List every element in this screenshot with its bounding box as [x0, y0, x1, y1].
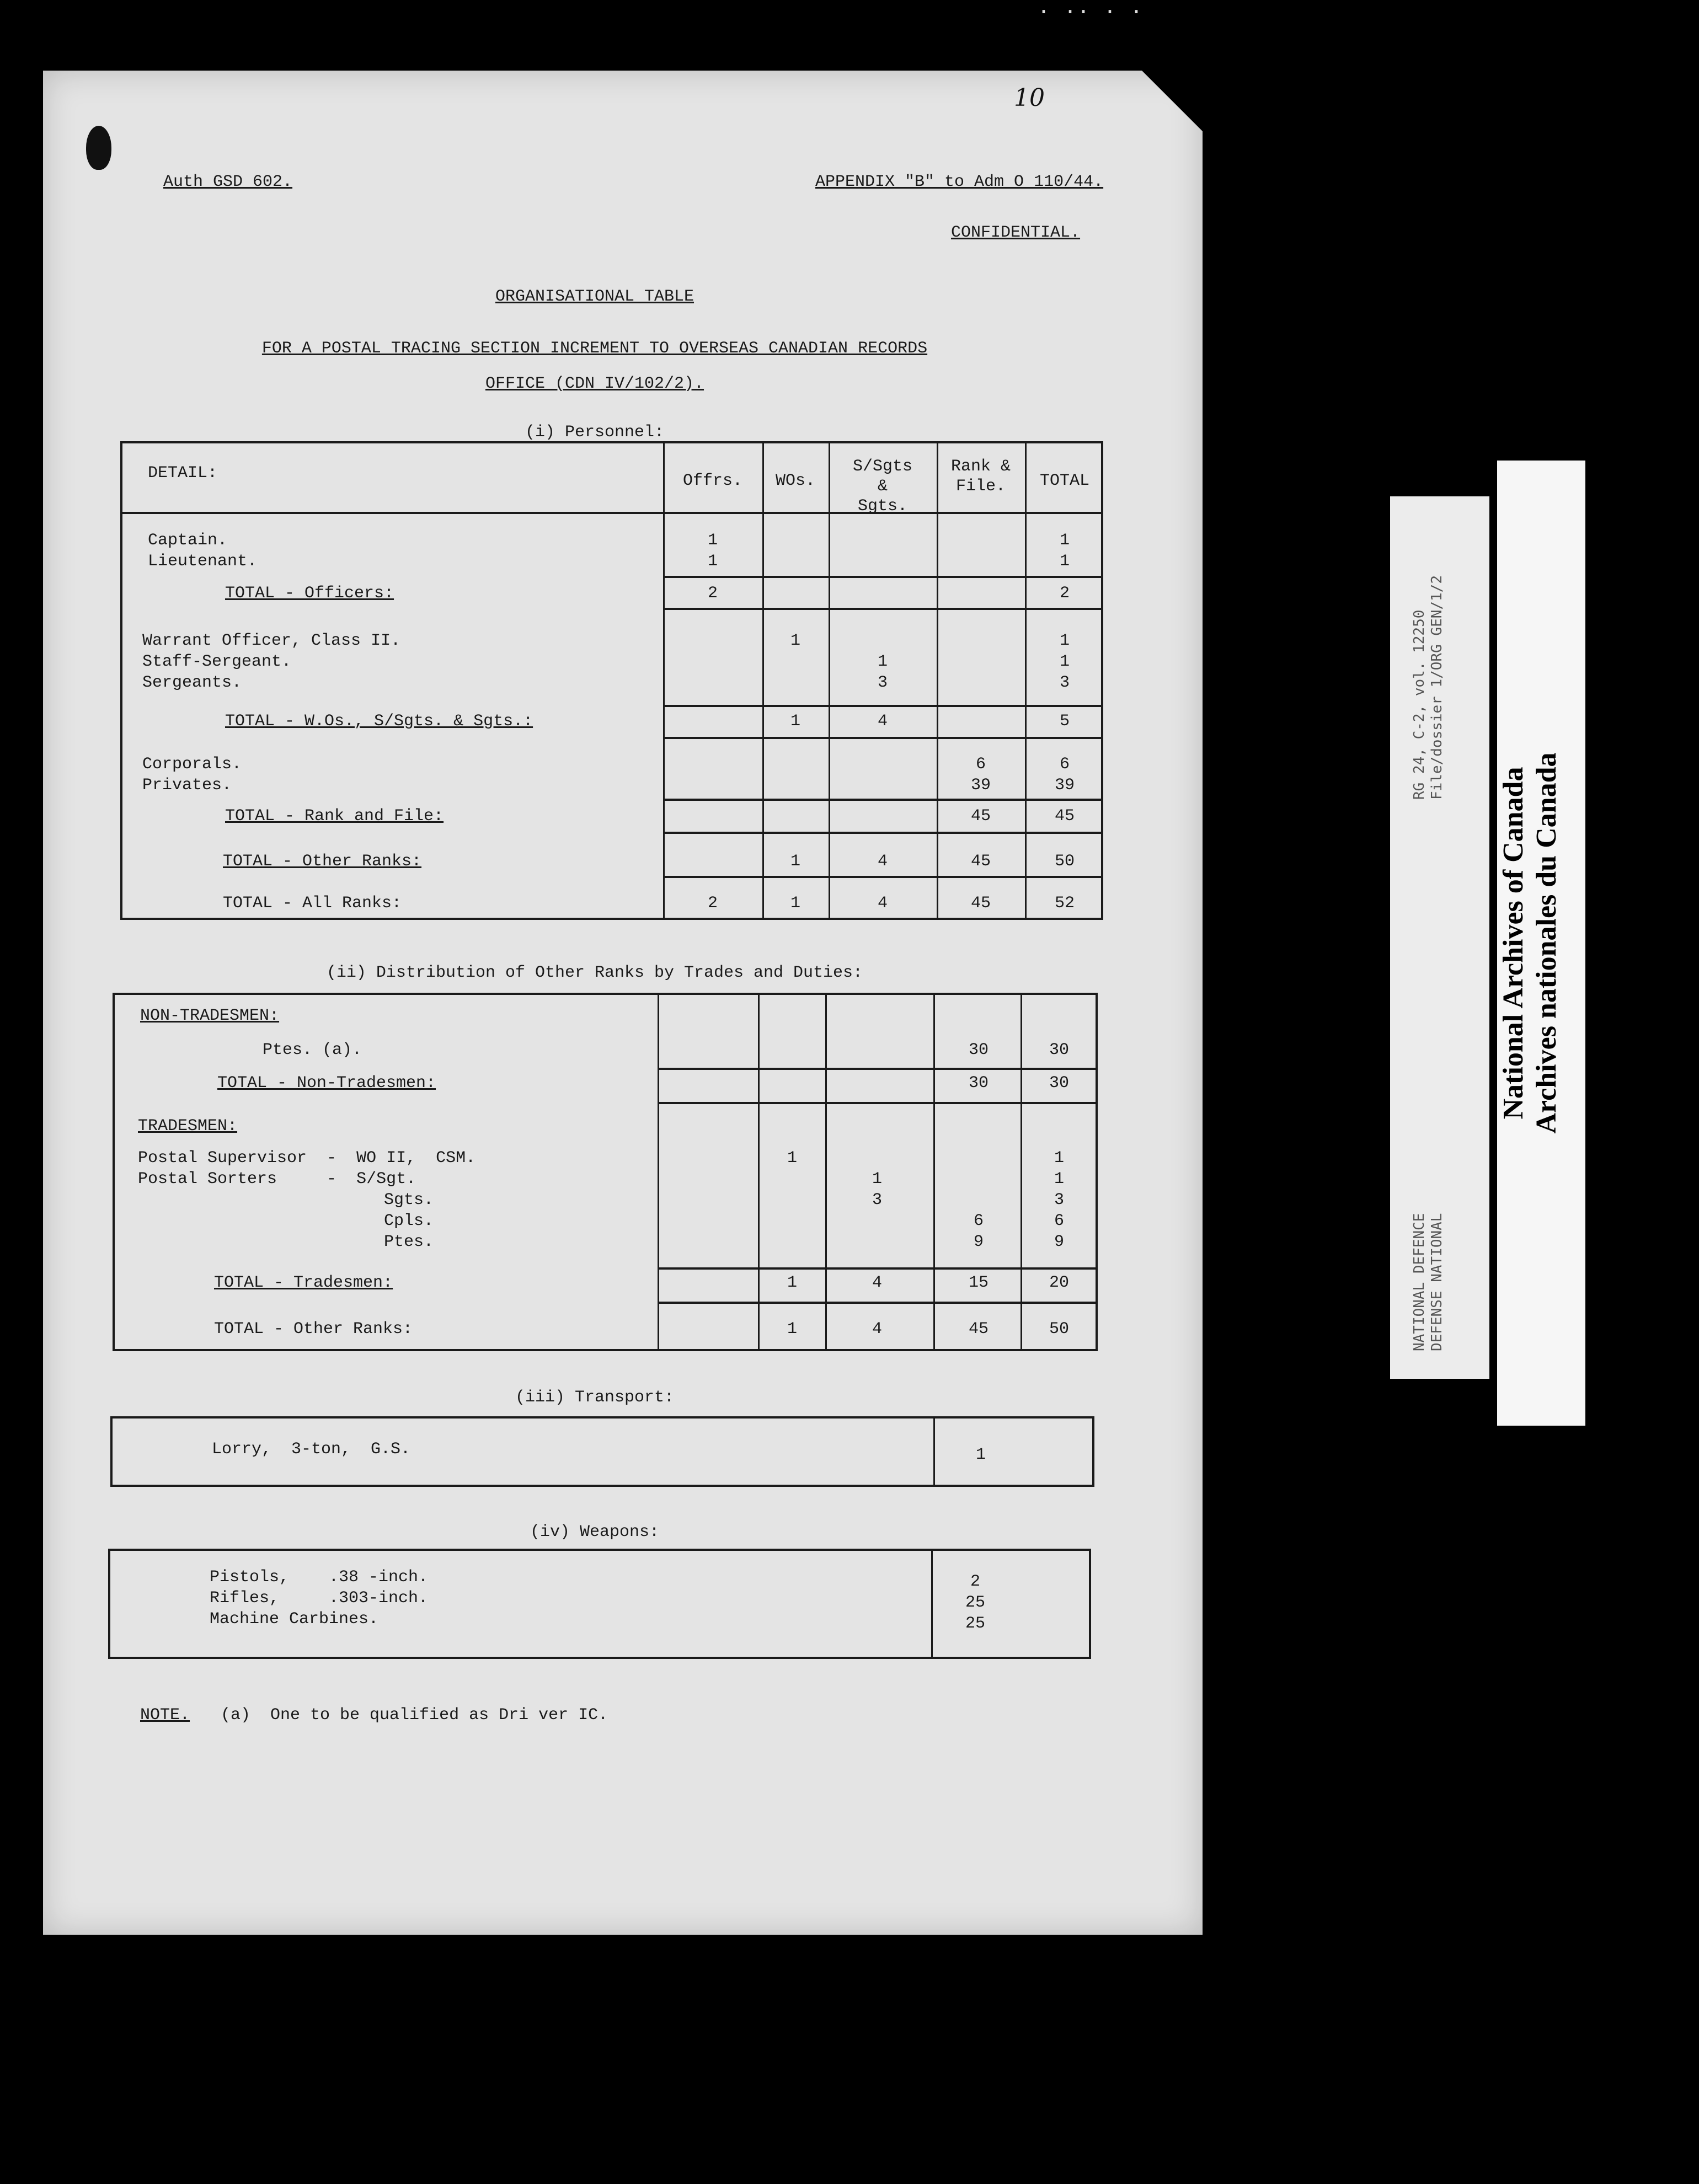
cell-total: 50: [1049, 1320, 1069, 1339]
cell-sgts: 4: [872, 1273, 882, 1292]
cell-wos: 1: [787, 1320, 797, 1339]
personnel-header-rule: [120, 512, 1103, 514]
cell-rank-file: 6: [973, 1212, 984, 1230]
row-label: TOTAL - W.Os., S/Sgts. & Sgts.:: [225, 712, 533, 731]
transport-item: Lorry, 3-ton, G.S.: [212, 1440, 411, 1459]
row-label: Corporals.: [142, 755, 242, 774]
note-label: NOTE.: [140, 1706, 190, 1725]
hole-punch: [86, 126, 111, 170]
cell-total: 3: [1054, 1191, 1064, 1209]
row-label: Captain.: [148, 531, 228, 550]
subtotal-rule: [663, 832, 1103, 834]
row-label: Sgts.: [384, 1191, 434, 1209]
cell-total: 2: [1059, 584, 1070, 603]
subtotal-rule: [658, 1267, 1098, 1270]
weapon-label: Machine Carbines.: [210, 1610, 379, 1629]
row-label: Cpls.: [384, 1212, 434, 1230]
cell-rank-file: 9: [973, 1233, 984, 1251]
cell-wos: 1: [790, 712, 800, 731]
cell-sgts: 1: [877, 652, 888, 671]
col-rule: [1025, 441, 1027, 920]
archive-label-text: [1497, 461, 1585, 1426]
document-page: [43, 71, 1203, 1935]
row-label: TOTAL - All Ranks:: [223, 894, 402, 913]
cell-total: 3: [1059, 673, 1070, 692]
cell-sgts: 3: [872, 1191, 882, 1209]
scan-specks: · ·· · ·: [1037, 0, 1144, 25]
col-rule: [933, 1416, 935, 1487]
cell-sgts: 4: [877, 852, 888, 871]
note-text: (a) One to be qualified as Dri ver IC.: [221, 1706, 608, 1725]
row-label: Warrant Officer, Class II.: [142, 631, 401, 650]
row-label: Ptes.: [384, 1233, 434, 1251]
stamp-ref: RG 24, C-2, vol. 12250: [1411, 609, 1428, 800]
row-label: TOTAL - Non-Tradesmen:: [217, 1074, 436, 1093]
col-rule: [825, 993, 827, 1351]
row-label: Postal Supervisor - WO II, CSM.: [138, 1149, 476, 1168]
cell-total: 1: [1059, 552, 1070, 571]
row-label: TOTAL - Other Ranks:: [223, 852, 422, 871]
subtotal-rule: [663, 576, 1103, 578]
subtotal-rule: [663, 876, 1103, 878]
cell-offrs: 1: [707, 531, 718, 550]
cell-rank-file: 45: [970, 807, 991, 826]
column-header-wos: WOs.: [775, 472, 815, 490]
row-label: Sergeants.: [142, 673, 242, 692]
cell-sgts: 3: [877, 673, 888, 692]
weapon-label: Rifles, .303-inch.: [210, 1589, 429, 1608]
column-header-sgts-1: S/Sgts: [852, 457, 913, 476]
cell-total: 1: [1059, 652, 1070, 671]
cell-total: 9: [1054, 1233, 1064, 1251]
stamp-dept-fr: DEFENSE NATIONAL: [1429, 1213, 1445, 1351]
subtotal-rule: [658, 1068, 1098, 1070]
cell-total: 30: [1049, 1041, 1069, 1059]
archive-name-en: National Archives of Canada: [1498, 767, 1529, 1120]
appendix-reference: APPENDIX "B" to Adm O 110/44.: [815, 173, 1104, 191]
archive-name-fr: Archives nationales du Canada: [1531, 752, 1562, 1134]
cell-wos: 1: [790, 631, 800, 650]
stamp-dept-en: NATIONAL DEFENCE: [1411, 1213, 1428, 1351]
weapon-label: Pistols, .38 -inch.: [210, 1568, 429, 1587]
cell-total: 39: [1054, 776, 1075, 795]
col-rule: [758, 993, 760, 1351]
weapon-qty: 25: [965, 1593, 985, 1612]
cell-rank-file: 15: [968, 1273, 989, 1292]
weapons-heading: (iv) Weapons:: [530, 1523, 660, 1541]
cell-rank-file: 45: [970, 852, 991, 871]
subtotal-rule: [663, 737, 1103, 739]
col-rule: [933, 993, 935, 1351]
row-label: Lieutenant.: [148, 552, 258, 571]
cell-wos: 1: [790, 894, 800, 913]
page-number: 10: [1014, 84, 1045, 112]
cell-total: 1: [1059, 531, 1070, 550]
col-rule: [1021, 993, 1022, 1351]
subtotal-rule: [658, 1302, 1098, 1304]
cell-sgts: 4: [872, 1320, 882, 1339]
cell-rank-file: 6: [975, 755, 986, 774]
cell-wos: 1: [790, 852, 800, 871]
cell-total: 50: [1054, 852, 1075, 871]
transport-qty: 1: [975, 1446, 986, 1464]
col-rule: [663, 441, 665, 920]
document-title: ORGANISATIONAL TABLE: [495, 287, 694, 306]
transport-heading: (iii) Transport:: [515, 1388, 675, 1407]
cell-offrs: 2: [707, 584, 718, 603]
row-label: TOTAL - Officers:: [225, 584, 394, 603]
tradesmen-heading: TRADESMEN:: [138, 1117, 238, 1136]
document-subtitle: FOR A POSTAL TRACING SECTION INCREMENT TO OVERSEAS CANADIAN RECORDS: [261, 339, 928, 358]
column-header-sgts-2: & Sgts.: [857, 477, 907, 516]
cell-rank-file: 39: [970, 776, 991, 795]
col-rule: [658, 993, 659, 1351]
cell-total: 52: [1054, 894, 1075, 913]
col-rule: [829, 441, 830, 920]
cell-wos: 1: [787, 1273, 797, 1292]
row-label: TOTAL - Rank and File:: [225, 807, 444, 826]
subtotal-rule: [663, 799, 1103, 801]
cell-sgts: 1: [872, 1170, 882, 1189]
col-rule: [762, 441, 764, 920]
cell-rank-file: 30: [968, 1041, 989, 1059]
row-label: Ptes. (a).: [263, 1041, 362, 1059]
weapon-qty: 25: [965, 1614, 985, 1633]
row-label: Staff-Sergeant.: [142, 652, 292, 671]
column-header-detail: DETAIL:: [148, 464, 218, 483]
row-label: TOTAL - Other Ranks:: [214, 1320, 413, 1339]
folded-corner: [1142, 71, 1203, 131]
cell-total: 45: [1054, 807, 1075, 826]
cell-sgts: 4: [877, 712, 888, 731]
subtotal-rule: [663, 608, 1103, 610]
non-tradesmen-heading: NON-TRADESMEN:: [140, 1007, 280, 1025]
column-header-rank-1: Rank &: [950, 457, 1011, 476]
personnel-heading: (i) Personnel:: [525, 423, 665, 442]
cell-total: 1: [1059, 631, 1070, 650]
column-header-rank-2: File.: [955, 477, 1006, 496]
column-header-offrs: Offrs.: [682, 472, 743, 490]
col-rule: [937, 441, 938, 920]
cell-total: 1: [1054, 1170, 1064, 1189]
cell-rank-file: 45: [968, 1320, 989, 1339]
cell-total: 6: [1054, 1212, 1064, 1230]
cell-total: 6: [1059, 755, 1070, 774]
auth-reference: Auth GSD 602.: [163, 173, 293, 191]
cell-total: 20: [1049, 1273, 1069, 1292]
cell-total: 1: [1054, 1149, 1064, 1168]
cell-total: 30: [1049, 1074, 1069, 1093]
document-subtitle-2: OFFICE (CDN IV/102/2).: [485, 374, 704, 393]
subtotal-rule: [658, 1102, 1098, 1104]
confidential-marking: CONFIDENTIAL.: [951, 223, 1081, 242]
row-label: Privates.: [142, 776, 232, 795]
col-rule: [931, 1549, 933, 1659]
subtotal-rule: [663, 705, 1103, 707]
cell-offrs: 2: [707, 894, 718, 913]
cell-total: 5: [1059, 712, 1070, 731]
stamp-file: File/dossier 1/ORG GEN/1/2: [1429, 575, 1445, 800]
file-stamp-text: [1395, 524, 1483, 1351]
cell-offrs: 1: [707, 552, 718, 571]
row-label: Postal Sorters - S/Sgt.: [138, 1170, 416, 1189]
cell-sgts: 4: [877, 894, 888, 913]
cell-rank-file: 45: [970, 894, 991, 913]
cell-wos: 1: [787, 1149, 797, 1168]
row-label: TOTAL - Tradesmen:: [214, 1273, 393, 1292]
weapon-qty: 2: [970, 1572, 980, 1591]
cell-rank-file: 30: [968, 1074, 989, 1093]
distribution-heading: (ii) Distribution of Other Ranks by Trades and Duties:: [326, 963, 863, 982]
column-header-total: TOTAL: [1039, 472, 1089, 490]
